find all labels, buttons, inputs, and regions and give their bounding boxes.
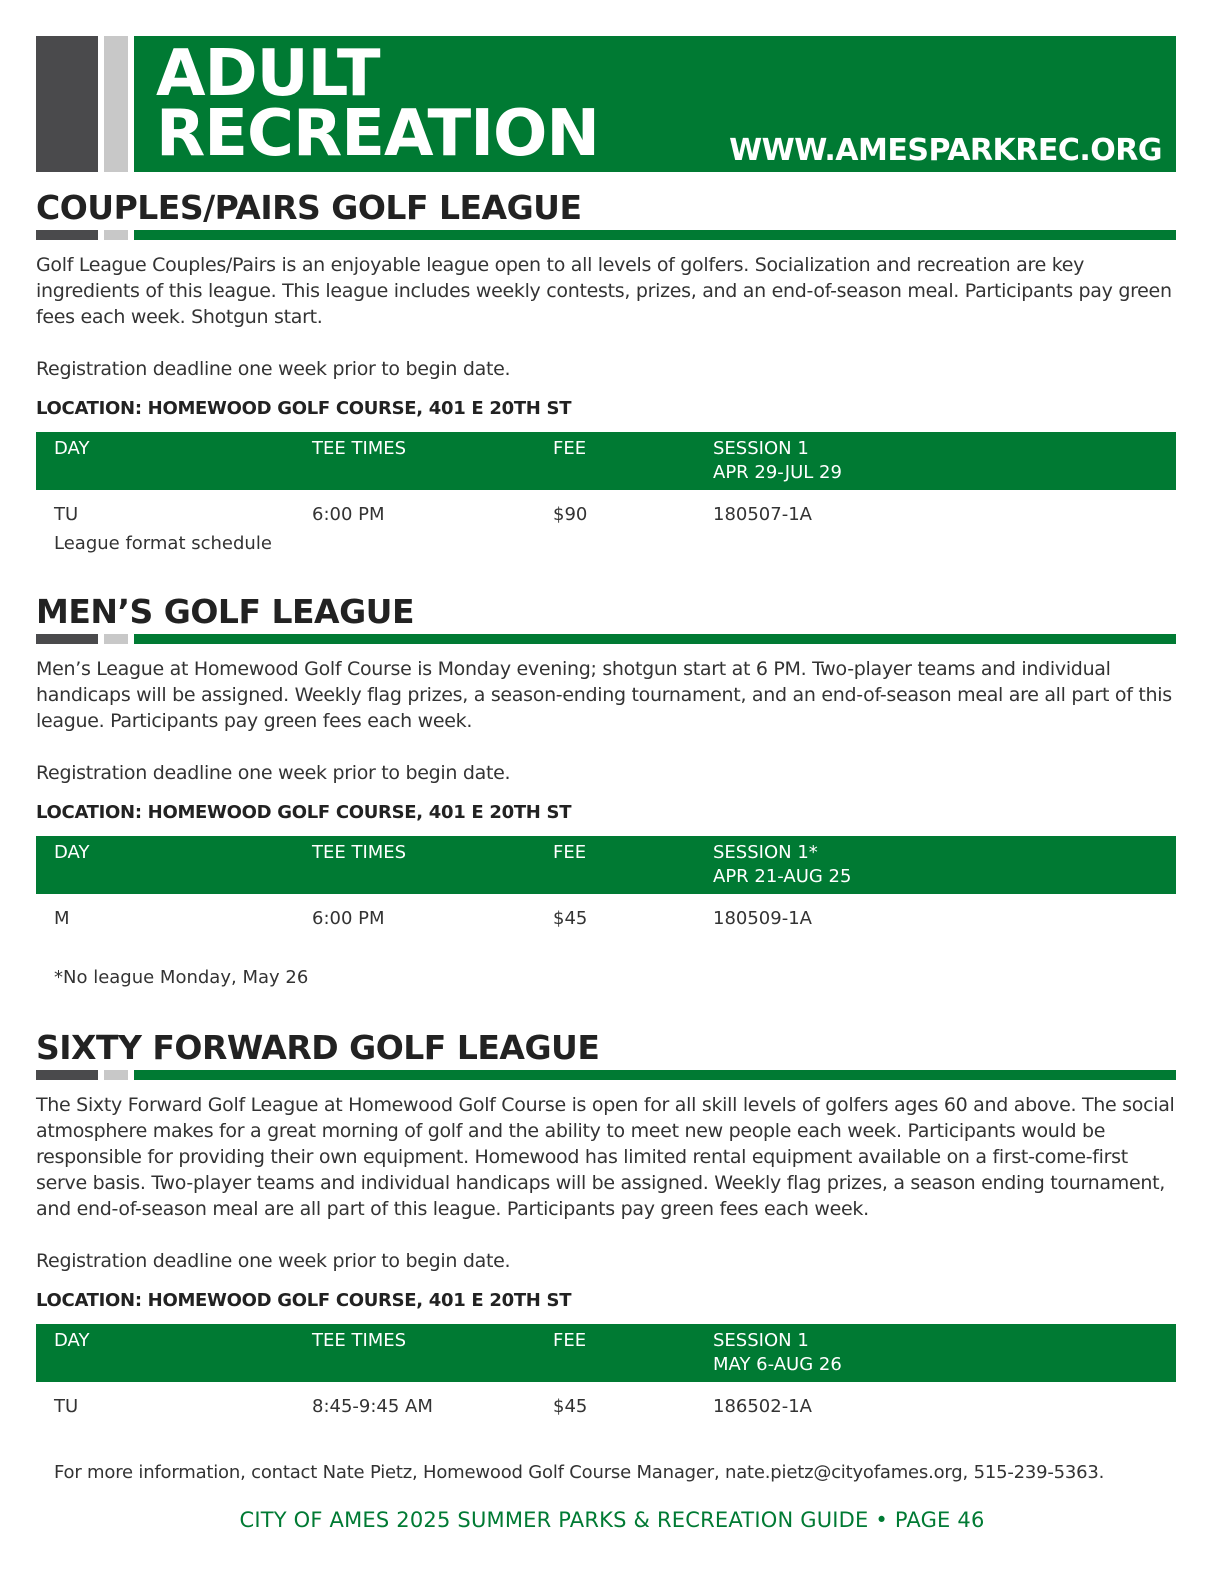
- section-title: COUPLES/PAIRS GOLF LEAGUE: [36, 188, 582, 227]
- page-footer: CITY OF AMES 2025 SUMMER PARKS & RECREATION GUIDE • PAGE 46: [239, 1508, 985, 1532]
- header-session: [713, 1329, 842, 1377]
- page-title-line2: RECREATION: [156, 97, 599, 171]
- location-label: LOCATION: HOMEWOOD GOLF COURSE, 401 E 20TH ST: [36, 398, 572, 419]
- header-session-dates: MAY 6-AUG 26: [713, 1354, 842, 1375]
- header-session-dates: APR 21-AUG 25: [713, 866, 852, 887]
- page-title-line1: ADULT: [156, 37, 380, 111]
- header-fee: FEE: [553, 842, 587, 863]
- section-title: MEN’S GOLF LEAGUE: [36, 592, 415, 631]
- page-title: [156, 37, 599, 171]
- header-fee: FEE: [553, 1330, 587, 1351]
- cell-activity-code: 180509-1A: [713, 908, 812, 929]
- header-session: [713, 437, 842, 485]
- table-header: [36, 1324, 1176, 1382]
- section-description: The Sixty Forward Golf League at Homewood Golf Course is open for all skill levels of golfers ages 60 and above. The social atmosphere makes for a great morning of golf and the ability to meet new people each week. Participants would be responsible for providing their own equipment. Homewood has limited rental equipment available on a first-come-first serve basis. Two-player teams and individual handicaps will be assigned. Weekly flag prizes, a season ending tournament, and end-of-season meal are all part of this league. Participants pay green fees each week.: [36, 1094, 1175, 1220]
- header-session-label: SESSION 1: [713, 438, 809, 459]
- section-sixty-forward-golf-league: [36, 1028, 1176, 1424]
- section-couples-pairs-golf-league: [36, 188, 1176, 556]
- registration-deadline: Registration deadline one week prior to begin date.: [36, 762, 511, 784]
- header-session: [713, 841, 851, 889]
- cell-fee: $45: [553, 908, 588, 929]
- table-row: [36, 1396, 1176, 1424]
- header-day: DAY: [54, 1330, 90, 1351]
- section-description: Men’s League at Homewood Golf Course is Monday evening; shotgun start at 6 PM. Two-player teams and individual handicaps will be assigned. Weekly flag prizes, a season-ending tournament, and an end-of-season meal are all part of this league. Participants pay green fees each week.: [36, 658, 1172, 732]
- cell-day: TU: [54, 504, 79, 525]
- cell-fee: $45: [553, 1396, 588, 1417]
- header-tee-times: TEE TIMES: [312, 842, 407, 863]
- header-day: DAY: [54, 438, 90, 459]
- section-divider: [36, 1070, 1176, 1080]
- banner-light-bar: [104, 36, 128, 172]
- cell-activity-code: 180507-1A: [713, 504, 812, 525]
- section-divider: [36, 634, 1176, 644]
- section-description: Golf League Couples/Pairs is an enjoyable league open to all levels of golfers. Socialization and recreation are key ingredients of this league. This league includes weekly contests, prizes, and an end-of-season meal. Participants pay green fees each week. Shotgun start.: [36, 254, 1172, 328]
- section-divider: [36, 230, 1176, 240]
- header-banner: [36, 36, 1176, 172]
- section-mens-golf-league: [36, 592, 1176, 990]
- cell-tee-time: 6:00 PM: [312, 504, 385, 525]
- website-link[interactable]: WWW.AMESPARKREC.ORG: [729, 133, 1162, 168]
- section-title: SIXTY FORWARD GOLF LEAGUE: [36, 1028, 600, 1067]
- table-note: League format schedule: [54, 533, 272, 554]
- header-tee-times: TEE TIMES: [312, 1330, 407, 1351]
- header-fee: FEE: [553, 438, 587, 459]
- table-row: [36, 504, 1176, 532]
- table-header: [36, 432, 1176, 490]
- registration-deadline: Registration deadline one week prior to begin date.: [36, 1250, 511, 1272]
- registration-deadline: Registration deadline one week prior to begin date.: [36, 358, 511, 380]
- cell-activity-code: 186502-1A: [713, 1396, 812, 1417]
- cell-tee-time: 8:45-9:45 AM: [312, 1396, 433, 1417]
- banner-dark-bar: [36, 36, 98, 172]
- cell-fee: $90: [553, 504, 588, 525]
- location-label: LOCATION: HOMEWOOD GOLF COURSE, 401 E 20TH ST: [36, 802, 572, 823]
- header-day: DAY: [54, 842, 90, 863]
- table-note: *No league Monday, May 26: [54, 967, 309, 988]
- contact-info: For more information, contact Nate Pietz, Homewood Golf Course Manager, nate.pietz@cityofames.org, 515-239-5363.: [54, 1462, 1105, 1483]
- table-row: [36, 908, 1176, 936]
- header-session-label: SESSION 1: [713, 1330, 809, 1351]
- cell-tee-time: 6:00 PM: [312, 908, 385, 929]
- header-session-label: SESSION 1*: [713, 842, 818, 863]
- header-tee-times: TEE TIMES: [312, 438, 407, 459]
- table-header: [36, 836, 1176, 894]
- header-session-dates: APR 29-JUL 29: [713, 462, 842, 483]
- cell-day: M: [54, 908, 70, 929]
- cell-day: TU: [54, 1396, 79, 1417]
- location-label: LOCATION: HOMEWOOD GOLF COURSE, 401 E 20TH ST: [36, 1290, 572, 1311]
